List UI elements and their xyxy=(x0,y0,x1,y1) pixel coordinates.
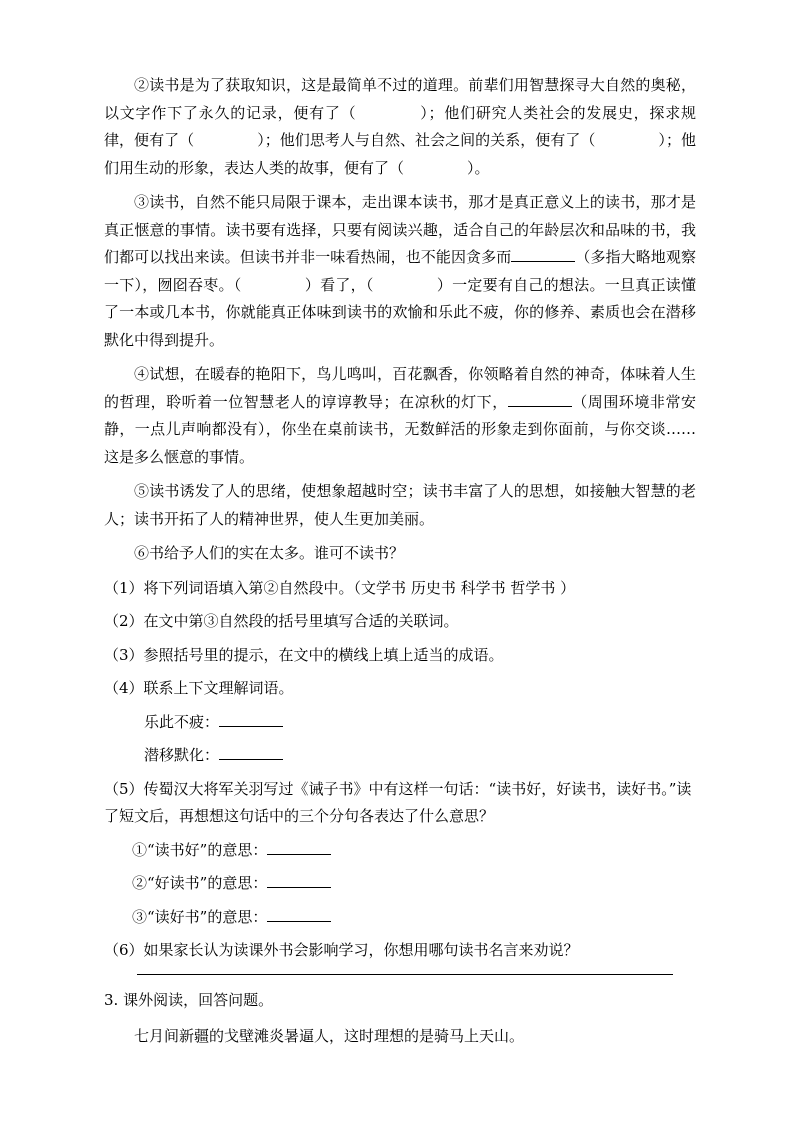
paragraph-4: ④试想，在暖春的艳阳下，鸟儿鸣叫，百花飘香，你领略着自然的神奇，体味着人生的哲理，聆听着一位智慧老人的谆谆教导；在凉秋的灯下， （周围环境非常安静，一点儿声响都没有），你坐在桌前读书，无数鲜活的形象走到你面前，与你交谈……这是多么惬意的事情。 xyxy=(104,365,696,466)
question-6: （6）如果家长认为读课外书会影响学习，你想用哪句读书名言来劝说？ xyxy=(104,941,579,959)
answer-blank[interactable] xyxy=(219,709,283,727)
question-4: （4）联系上下文理解词语。 xyxy=(104,679,294,697)
answer-blank[interactable] xyxy=(508,389,572,407)
section-3-heading: 3. 课外阅读，回答问题。 xyxy=(104,991,274,1009)
answer-blank[interactable] xyxy=(219,742,283,760)
paragraph-6: ⑥书给予人们的实在太多。谁可不读书？ xyxy=(134,544,405,562)
question-1: （1）将下列词语填入第②自然段中。（文学书 历史书 科学书 哲学书 ） xyxy=(104,578,576,597)
paragraph-2: ②读书是为了获取知识，这是最简单不过的道理。前辈们用智慧探寻大自然的奥秘，以文字作下了永久的记录，便有了（ ）；他们研究人类社会的发展史，探求规律，便有了（ ）；他们思考人与自然、社会之间的关系，便有了（ ）；他们用生动的形象，表达人类的故事，便有了（ ）。 xyxy=(104,76,696,177)
answer-blank[interactable] xyxy=(267,870,331,888)
answer-blank[interactable] xyxy=(267,904,331,922)
question-5a: ①“读书好”的意思： xyxy=(132,837,696,865)
question-5: （5）传蜀汉大将军关羽写过《诫子书》中有这样一句话：“读书好，好读书，读好书。”读了短文后，再想想这句话中的三个分句各表达了什么意思？ xyxy=(104,779,692,825)
question-2: （2）在文中第③自然段的括号里填写合适的关联词。 xyxy=(104,612,459,630)
answer-blank[interactable] xyxy=(511,244,575,262)
question-4a: 乐此不疲： xyxy=(144,709,696,737)
answer-blank[interactable] xyxy=(267,837,331,855)
reading-passage xyxy=(104,72,696,971)
section-3-first-line: 七月间新疆的戈壁滩炎暑逼人，这时理想的是骑马上天山。 xyxy=(134,1027,525,1045)
paragraph-5: ⑤读书诱发了人的思绪，使想象超越时空；读书丰富了人的思想，如接触大智慧的老人；读书开拓了人的精神世界，使人生更加美丽。 xyxy=(104,482,696,528)
question-5c: ③“读好书”的意思： xyxy=(132,904,696,932)
question-5b: ②“好读书”的意思： xyxy=(132,870,696,898)
question-4b: 潜移默化： xyxy=(144,742,696,770)
paragraph-3: ③读书，自然不能只局限于课本，走出课本读书，那才是真正意义上的读书，那才是真正惬意的事情。读书要有选择，只要有阅读兴趣，适合自己的年龄层次和品味的书，我们都可以找出来读。但读书并非一味看热闹，也不能因贪多而 （多指大略地观察一下），囫囵吞枣。（ ）看了，（ ）一定要有自己的想法。一旦真正读懂了一本或几本书，你就能真正体味到读书的欢愉和乐此不疲，你的修养、素质也会在潜移默化中得到提升。 xyxy=(104,193,696,349)
question-3: （3）参照括号里的提示，在文中的横线上填上适当的成语。 xyxy=(104,645,504,664)
answer-line[interactable] xyxy=(137,974,673,975)
